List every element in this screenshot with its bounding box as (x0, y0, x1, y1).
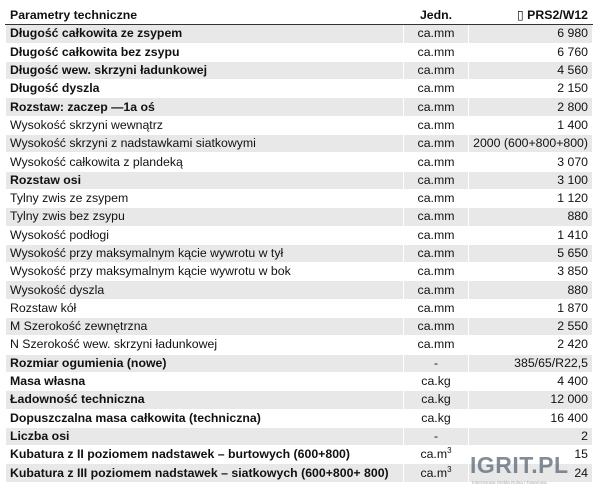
header-parameters: Parametry techniczne (6, 7, 404, 25)
parameter-value: 880 (469, 281, 593, 299)
parameter-label: N Szerokość wew. skrzyni ładunkowej (6, 336, 404, 354)
parameter-value: 3 100 (469, 171, 593, 189)
parameter-label: Ładowność techniczna (6, 391, 404, 409)
table-row (6, 299, 593, 317)
table-row (6, 427, 593, 445)
parameter-unit: ca.mm (404, 171, 469, 189)
parameter-value: 1 870 (469, 299, 593, 317)
table-row (6, 354, 593, 372)
parameter-unit: ca.mm (404, 208, 469, 226)
table-row (6, 372, 593, 390)
parameter-label: Długość dyszla (6, 80, 404, 98)
parameter-value: 2 550 (469, 318, 593, 336)
parameter-label: Masa własna (6, 372, 404, 390)
table-row (6, 226, 593, 244)
parameter-value: 3 070 (469, 153, 593, 171)
parameter-label: Wysokość podłogi (6, 226, 404, 244)
parameter-unit: - (404, 427, 469, 445)
table-row (6, 409, 593, 427)
parameter-unit: ca.mm (404, 80, 469, 98)
table-row (6, 153, 593, 171)
parameter-value: 6 760 (469, 43, 593, 61)
parameter-value: 2000 (600+800+800) (469, 135, 593, 153)
parameter-unit: ca.mm (404, 116, 469, 134)
parameter-label: Dopuszczalna masa całkowita (techniczna) (6, 409, 404, 427)
parameter-label: M Szerokość zewnętrzna (6, 318, 404, 336)
table-row (6, 391, 593, 409)
parameter-value: 2 (469, 427, 593, 445)
table-row (6, 98, 593, 116)
table-row (6, 318, 593, 336)
technical-parameters-table (5, 6, 593, 483)
parameter-label: Wysokość całkowita z plandeką (6, 153, 404, 171)
parameter-unit: ca.mm (404, 244, 469, 262)
parameter-unit: ca.mm (404, 263, 469, 281)
parameter-unit: ca.kg (404, 372, 469, 390)
parameter-label: Wysokość przy maksymalnym kącie wywrotu w bok (6, 263, 404, 281)
parameter-unit: ca.mm (404, 43, 469, 61)
parameter-unit: ca.kg (404, 409, 469, 427)
parameter-label: Rozstaw osi (6, 171, 404, 189)
parameter-unit: $ca.m^3$ (404, 464, 469, 482)
parameter-unit: ca.mm (404, 98, 469, 116)
table-row (6, 25, 593, 43)
igrit-logo-tagline: Internetowa Giełda Rolna i Towarowa (472, 480, 547, 485)
parameter-unit: ca.mm (404, 281, 469, 299)
parameter-value: 1 410 (469, 226, 593, 244)
parameter-label: Kubatura z II poziomem nadstawek – burtowych (600+800) (6, 446, 404, 464)
parameter-unit: ca.kg (404, 391, 469, 409)
parameter-value: 3 850 (469, 263, 593, 281)
parameter-unit: ca.mm (404, 318, 469, 336)
parameter-unit: ca.mm (404, 299, 469, 317)
table-header-row (6, 7, 593, 25)
parameter-value: 2 800 (469, 98, 593, 116)
parameter-value: 16 400 (469, 409, 593, 427)
parameter-value: 880 (469, 208, 593, 226)
table-row (6, 189, 593, 207)
table-row (6, 135, 593, 153)
parameter-unit: ca.mm (404, 336, 469, 354)
parameter-unit: $ca.m^3$ (404, 446, 469, 464)
parameter-unit: ca.mm (404, 135, 469, 153)
table-row (6, 43, 593, 61)
parameter-label: Wysokość skrzyni wewnątrz (6, 116, 404, 134)
table-row (6, 244, 593, 262)
table-row (6, 171, 593, 189)
table-row (6, 80, 593, 98)
header-unit: Jedn. (404, 7, 469, 25)
parameter-unit: ca.mm (404, 189, 469, 207)
parameter-label: Wysokość skrzyni z nadstawkami siatkowymi (6, 135, 404, 153)
table-row (6, 116, 593, 134)
parameter-value: 15 (469, 446, 593, 464)
parameter-label: Długość całkowita ze zsypem (6, 25, 404, 43)
parameter-label: Rozmiar ogumienia (nowe) (6, 354, 404, 372)
missing-glyph-icon: ▯ (516, 8, 524, 23)
parameter-value: 24 (469, 464, 593, 482)
table-row (6, 281, 593, 299)
parameter-unit: ca.mm (404, 226, 469, 244)
parameter-unit: ca.mm (404, 61, 469, 79)
table-row (6, 336, 593, 354)
header-model (469, 7, 593, 25)
parameter-value: 6 980 (469, 25, 593, 43)
table-row (6, 61, 593, 79)
parameter-label: Wysokość dyszla (6, 281, 404, 299)
parameter-label: Długość wew. skrzyni ładunkowej (6, 61, 404, 79)
parameter-value: 2 420 (469, 336, 593, 354)
parameter-unit: ca.mm (404, 25, 469, 43)
igrit-logo-text: IGRIT.PL (470, 452, 569, 478)
table-row (6, 263, 593, 281)
parameter-label: Liczba osi (6, 427, 404, 445)
parameter-label: Tylny zwis ze zsypem (6, 189, 404, 207)
parameter-value: 2 150 (469, 80, 593, 98)
parameter-unit: - (404, 354, 469, 372)
table-row (6, 446, 593, 464)
header-model-label: PRS2/W12 (527, 8, 588, 23)
parameter-value: 4 560 (469, 61, 593, 79)
parameter-value: 5 650 (469, 244, 593, 262)
parameter-value: 1 120 (469, 189, 593, 207)
parameter-value: 385/65/R22,5 (469, 354, 593, 372)
parameter-unit: ca.mm (404, 153, 469, 171)
parameter-label: Wysokość przy maksymalnym kącie wywrotu w tył (6, 244, 404, 262)
parameter-label: Kubatura z III poziomem nadstawek – siatkowych (600+800+ 800) (6, 464, 404, 482)
parameter-label: Długość całkowita bez zsypu (6, 43, 404, 61)
parameter-label: Tylny zwis bez zsypu (6, 208, 404, 226)
parameter-label: Rozstaw: zaczep —1a oś (6, 98, 404, 116)
parameter-label: Rozstaw kół (6, 299, 404, 317)
parameter-value: 12 000 (469, 391, 593, 409)
table-row (6, 208, 593, 226)
table-row (6, 464, 593, 482)
parameter-value: 4 400 (469, 372, 593, 390)
parameter-value: 1 400 (469, 116, 593, 134)
